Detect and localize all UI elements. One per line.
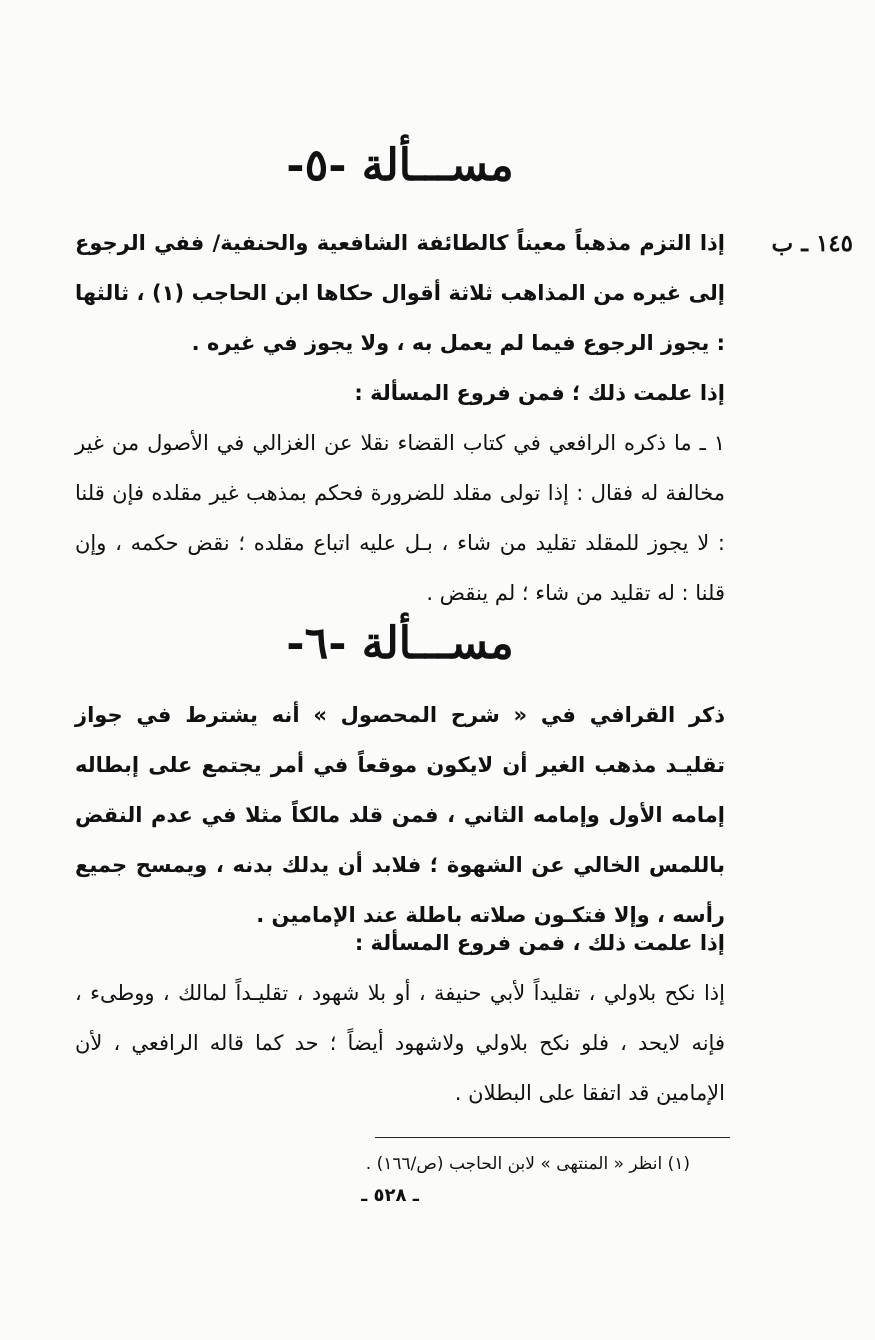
margin-folio-note: ١٤٥ ـ ب (771, 230, 853, 257)
section-6-paragraph-2: إذا علمت ذلك ، فمن فروع المسألة : (354, 931, 725, 955)
section-5-paragraph-1: إذا التزم مذهباً معيناً كالطائفة الشافعية والحنفية/ ففي الرجوع إلى غيره من المذاهب ثلاثة أقوال حكاها ابن الحاجب (١) ، ثالثها : يجوز الرجوع فيما لم يعمل به ، ولا يجوز في غيره . (75, 231, 725, 355)
page-number: ـ ٥٢٨ ـ (361, 1185, 419, 1206)
section-5-paragraph-3: ١ ـ ما ذكره الرافعي في كتاب القضاء نقلا عن الغزالي في الأصول من غير مخالفة له فقال : إذا تولى مقلد للضرورة فحكم بمذهب غير مقلده فإن قلنا : لا يجوز للمقلد تقليد من شاء ، بـل عليه اتباع مقلده ؛ نقض حكمه ، وإن قلنا : له تقليد من شاء ؛ لم ينقض . (75, 431, 725, 605)
section-6-paragraph-3: إذا نكح بلاولي ، تقليداً لأبي حنيفة ، أو بلا شهود ، تقليـداً لمالك ، ووطىء ، فإنه لايحد ، فلو نكح بلاولي ولاشهود أيضاً ؛ حد كما قاله الرافعي ، لأن الإمامين قد اتفقا على البطلان . (75, 981, 725, 1105)
section-heading-5: مســـألة -٥- (286, 140, 514, 191)
section-5-paragraph-2: إذا علمت ذلك ؛ فمن فروع المسألة : (354, 381, 725, 405)
section-heading-6: مســـألة -٦- (286, 618, 514, 669)
footnote: (١) انظر « المنتهى » لابن الحاجب (ص/١٦٦) . (365, 1154, 690, 1174)
footnote-divider (375, 1137, 730, 1138)
section-6-paragraph-1: ذكر القرافي في « شرح المحصول » أنه يشترط في جواز تقليـد مذهب الغير أن لايكون موقعاً في أمر يجتمع على إبطاله إمامه الأول وإمامه الثاني ، فمن قلد مالكاً مثلا في عدم النقض باللمس الخالي عن الشهوة ؛ فلابد أن يدلك بدنه ، ويمسح جميع رأسه ، وإلا فتكـون صلاته باطلة عند الإمامين . (75, 703, 725, 927)
